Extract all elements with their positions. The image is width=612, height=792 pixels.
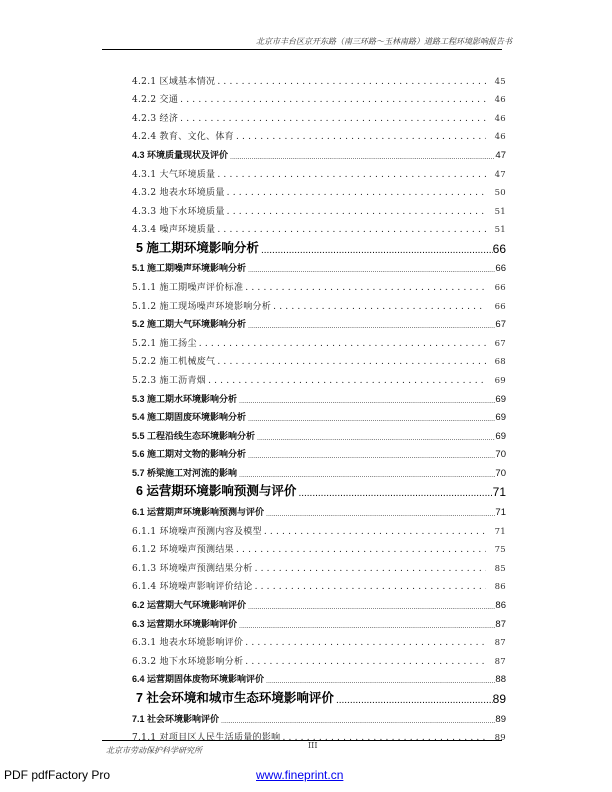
toc-entry-sub[interactable]: [132, 537, 506, 556]
toc-entry-page: 87: [494, 656, 506, 667]
toc-entry-title: 6.1.4 环境噪声影响评价结论: [132, 582, 253, 593]
toc-leader-dots: [239, 620, 495, 630]
toc-entry-page: 66: [495, 263, 506, 275]
toc-entry-page: 89: [492, 691, 506, 706]
toc-leader-dots: [266, 675, 495, 685]
toc-entry-sec[interactable]: [132, 460, 506, 479]
toc-entry-sub[interactable]: [132, 198, 506, 217]
toc-entry-page: 69: [495, 412, 506, 424]
toc-entry-page: 87: [495, 618, 506, 630]
toc-leader-dots: [298, 485, 492, 499]
toc-entry-page: 86: [495, 600, 506, 612]
toc-entry-title: 5.2 施工期大气环境影响分析: [132, 319, 247, 330]
toc-entry-title: 4.2.3 经济: [132, 113, 179, 124]
toc-leader-dots: [239, 469, 495, 479]
toc-entry-title: 5.6 施工期对文物的影响分析: [132, 449, 247, 460]
toc-leader-dots: [248, 413, 495, 423]
toc-leader-dots: [336, 692, 493, 706]
toc-entry-title: 4.3.3 地下水环境质量: [132, 206, 225, 217]
table-of-contents: [132, 68, 506, 743]
toc-entry-page: 45: [494, 76, 506, 87]
toc-entry-page: 87: [494, 638, 506, 649]
footer-rule: [102, 740, 502, 741]
toc-entry-page: 46: [494, 113, 506, 124]
toc-leader-dots: [257, 432, 495, 442]
toc-leader-dots: [217, 225, 486, 235]
running-header: 北京市丰台区京开东路（南三环路～玉林南路）道路工程环境影响报告书: [256, 37, 512, 46]
toc-leader-dots: [239, 395, 495, 405]
toc-entry-title: 4.3.2 地表水环境质量: [132, 188, 225, 199]
toc-entry-page: 85: [494, 563, 506, 574]
toc-entry-title: 7.1.1 对项目区人民生活质量的影响: [132, 733, 281, 744]
toc-entry-title: 6.3.2 地下水环境影响分析: [132, 656, 244, 667]
toc-entry-page: 47: [494, 169, 506, 180]
toc-leader-dots: [264, 527, 486, 537]
toc-entry-page: 89: [494, 733, 506, 744]
toc-leader-dots: [221, 715, 495, 725]
toc-entry-title: 4.2.4 教育、文化、体育: [132, 132, 234, 143]
toc-entry-page: 75: [494, 545, 506, 556]
toc-entry-page: 67: [495, 319, 506, 331]
toc-entry-chap[interactable]: [132, 479, 506, 500]
toc-entry-title: 5.1 施工期噪声环境影响分析: [132, 263, 247, 274]
toc-entry-title: 5.1.2 施工现场噪声环境影响分析: [132, 301, 272, 312]
toc-entry-page: 51: [494, 206, 506, 217]
toc-entry-sub[interactable]: [132, 349, 506, 368]
header-rule: [102, 49, 502, 50]
toc-entry-page: 69: [494, 376, 506, 386]
toc-entry-title: 6 运营期环境影响预测与评价: [136, 484, 297, 499]
toc-entry-page: 71: [492, 485, 506, 500]
toc-leader-dots: [180, 114, 486, 124]
toc-leader-dots: [255, 564, 486, 574]
toc-leader-dots: [217, 170, 486, 180]
toc-entry-page: 70: [495, 449, 506, 461]
toc-entry-sec[interactable]: [132, 386, 506, 405]
toc-leader-dots: [245, 283, 486, 293]
toc-entry-sub[interactable]: [132, 68, 506, 87]
toc-entry-title: 4.3.4 噪声环境质量: [132, 225, 216, 236]
toc-entry-page: 69: [495, 430, 506, 442]
toc-entry-title: 4.2.2 交通: [132, 95, 179, 106]
toc-entry-sub[interactable]: [132, 518, 506, 537]
toc-entry-page: 70: [495, 467, 506, 479]
toc-leader-dots: [208, 376, 486, 386]
toc-entry-page: 66: [494, 283, 506, 294]
toc-entry-sub[interactable]: [132, 574, 506, 593]
toc-entry-sub[interactable]: [132, 330, 506, 349]
toc-leader-dots: [199, 339, 486, 349]
toc-entry-title: 5.5 工程沿线生态环境影响分析: [132, 430, 256, 441]
fineprint-link[interactable]: www.fineprint.cn: [256, 768, 344, 782]
toc-entry-page: 71: [494, 526, 506, 537]
footer-page-number: III: [308, 741, 318, 750]
toc-entry-sub[interactable]: [132, 124, 506, 143]
toc-entry-title: 6.2 运营期大气环境影响评价: [132, 600, 247, 611]
toc-entry-title: 6.1 运营期声环境影响预测与评价: [132, 507, 265, 518]
toc-entry-sec[interactable]: [132, 611, 506, 630]
toc-leader-dots: [230, 151, 495, 161]
toc-leader-dots: [227, 188, 486, 198]
toc-entry-sec[interactable]: [132, 256, 506, 275]
toc-entry-title: 5.2.3 施工沥青烟: [132, 376, 207, 386]
toc-entry-page: 69: [495, 393, 506, 405]
toc-entry-sec[interactable]: [132, 142, 506, 161]
toc-entry-title: 5.2.2 施工机械废气: [132, 357, 216, 368]
toc-leader-dots: [217, 77, 486, 87]
toc-entry-sec[interactable]: [132, 423, 506, 442]
toc-entry-title: 6.1.3 环境噪声预测结果分析: [132, 563, 253, 574]
toc-entry-sub[interactable]: [132, 630, 506, 649]
toc-entry-sec[interactable]: [132, 592, 506, 611]
toc-leader-dots: [255, 582, 486, 592]
toc-entry-sub[interactable]: [132, 180, 506, 199]
toc-leader-dots: [180, 95, 486, 105]
toc-entry-page: 88: [495, 674, 506, 686]
toc-leader-dots: [245, 638, 486, 648]
toc-entry-title: 6.3.1 地表水环境影响评价: [132, 638, 244, 649]
toc-entry-sub[interactable]: [132, 161, 506, 180]
toc-leader-dots: [236, 545, 486, 555]
pdffactory-watermark: PDF pdfFactory Pro: [4, 768, 111, 782]
toc-entry-title: 5.4 施工期固废环境影响分析: [132, 412, 247, 423]
toc-entry-title: 5.1.1 施工期噪声评价标准: [132, 283, 244, 294]
toc-entry-sub[interactable]: [132, 217, 506, 236]
toc-entry-sub[interactable]: [132, 648, 506, 667]
toc-entry-page: 47: [495, 149, 506, 161]
toc-entry-title: 7 社会环境和城市生态环境影响评价: [136, 690, 334, 705]
toc-entry-page: 46: [494, 95, 506, 106]
toc-entry-page: 86: [494, 582, 506, 593]
toc-entry-title: 5.2.1 施工扬尘: [132, 338, 197, 349]
toc-entry-title: 6.3 运营期水环境影响评价: [132, 618, 238, 629]
toc-entry-sub[interactable]: [132, 555, 506, 574]
toc-entry-page: 66: [492, 241, 506, 256]
toc-entry-title: 4.2.1 区域基本情况: [132, 76, 216, 87]
toc-leader-dots: [273, 302, 486, 312]
toc-leader-dots: [248, 320, 495, 330]
toc-entry-page: 51: [494, 225, 506, 236]
toc-entry-sec[interactable]: [132, 667, 506, 686]
toc-entry-sec[interactable]: [132, 405, 506, 424]
toc-entry-chap[interactable]: [132, 235, 506, 256]
toc-entry-page: 67: [494, 338, 506, 349]
toc-leader-dots: [261, 242, 493, 256]
toc-entry-title: 4.3 环境质量现状及评价: [132, 149, 229, 160]
toc-entry-sub[interactable]: [132, 274, 506, 293]
toc-entry-page: 66: [494, 301, 506, 312]
toc-entry-title: 5 施工期环境影响分析: [136, 240, 259, 255]
toc-entry-sec[interactable]: [132, 499, 506, 518]
toc-entry-chap[interactable]: [132, 685, 506, 706]
toc-entry-sec[interactable]: [132, 442, 506, 461]
toc-entry-sub[interactable]: [132, 293, 506, 312]
toc-entry-sub[interactable]: [132, 105, 506, 124]
toc-entry-title: 6.1.2 环境噪声预测结果: [132, 545, 234, 556]
toc-leader-dots: [217, 357, 486, 367]
toc-leader-dots: [266, 508, 495, 518]
toc-entry-page: 46: [494, 132, 506, 143]
toc-entry-title: 5.3 施工期水环境影响分析: [132, 393, 238, 404]
toc-entry-page: 71: [495, 507, 506, 519]
toc-entry-sec[interactable]: [132, 706, 506, 725]
footer-organization: 北京市劳动保护科学研究所: [106, 746, 202, 755]
toc-leader-dots: [245, 657, 486, 667]
toc-entry-sec[interactable]: [132, 312, 506, 331]
toc-entry-title: 7.1 社会环境影响评价: [132, 713, 220, 724]
toc-entry-page: 89: [495, 713, 506, 725]
toc-entry-title: 5.7 桥梁施工对河流的影响: [132, 467, 238, 478]
toc-entry-sub[interactable]: [132, 367, 506, 386]
toc-entry-title: 4.3.1 大气环境质量: [132, 169, 216, 180]
toc-leader-dots: [227, 207, 486, 217]
toc-entry-page: 50: [494, 188, 506, 199]
toc-entry-page: 68: [494, 357, 506, 368]
toc-leader-dots: [236, 132, 486, 142]
toc-entry-title: 6.1.1 环境噪声预测内容及模型: [132, 526, 262, 537]
toc-leader-dots: [248, 601, 495, 611]
toc-leader-dots: [248, 450, 495, 460]
toc-entry-sub[interactable]: [132, 87, 506, 106]
toc-leader-dots: [248, 264, 495, 274]
toc-entry-title: 6.4 运营期固体废物环境影响评价: [132, 674, 265, 685]
